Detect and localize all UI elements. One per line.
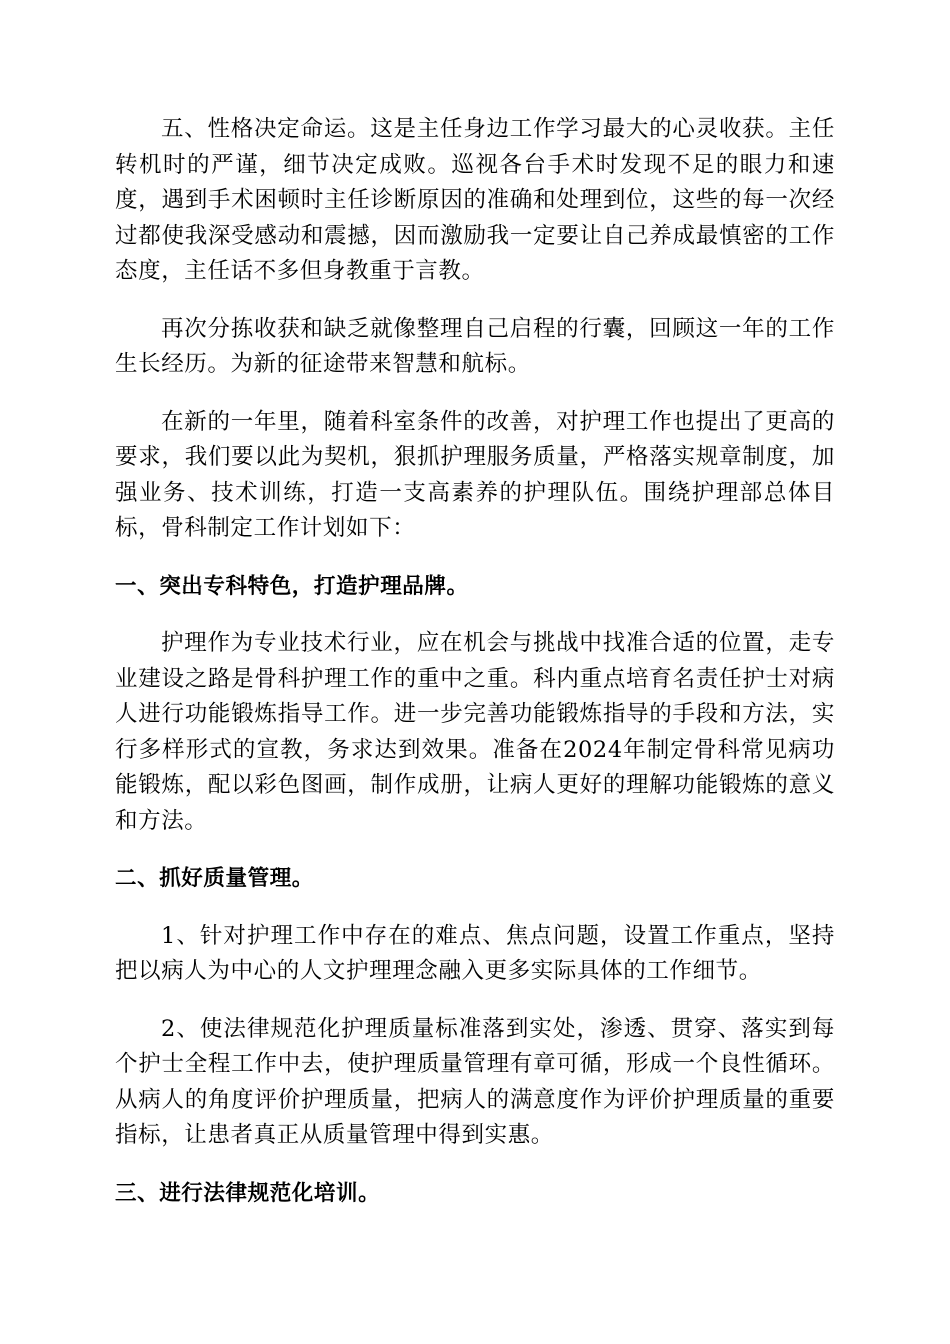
paragraph-specialty: 护理作为专业技术行业，应在机会与挑战中找准合适的位置，走专业建设之路是骨科护理工作的重中之重。科内重点培育名责任护士对病人进行功能锻炼指导工作。进一步完善功能锻炼指导的手段和方法，实行多样形式的宣教，务求达到效果。准备在2024年制定骨科常见病功能锻炼，配以彩色图画，制作成册，让病人更好的理解功能锻炼的意义和方法。 (115, 630, 835, 834)
document-page (115, 112, 835, 1233)
paragraph-personality: 五、性格决定命运。这是主任身边工作学习最大的心灵收获。主任转机时的严谨，细节决定成败。巡视各台手术时发现不足的眼力和速度，遇到手术困顿时主任诊断原因的准确和处理到位，这些的每一次经过都使我深受感动和震撼，因而激励我一定要让自己养成最慎密的工作态度，主任话不多但身教重于言教。 (115, 116, 835, 284)
heading-specialty: 一、突出专科特色，打造护理品牌。 (115, 573, 469, 599)
paragraph-quality-1: 1、针对护理工作中存在的难点、焦点问题，设置工作重点，坚持把以病人为中心的人文护理理念融入更多实际具体的工作细节。 (115, 922, 835, 984)
paragraph-quality-2: 2、使法律规范化护理质量标准落到实处，渗透、贯穿、落实到每个护士全程工作中去，使护理质量管理有章可循，形成一个良性循环。从病人的角度评价护理质量，把病人的满意度作为评价护理质量的重要指标，让患者真正从质量管理中得到实惠。 (115, 1015, 835, 1148)
paragraph-review: 再次分拣收获和缺乏就像整理自己启程的行囊，回顾这一年的工作生长经历。为新的征途带来智慧和航标。 (115, 315, 835, 377)
heading-quality: 二、抓好质量管理。 (115, 866, 314, 891)
heading-legal-training: 三、进行法律规范化培训。 (115, 1180, 381, 1206)
paragraph-new-year-plan: 在新的一年里，随着科室条件的改善，对护理工作也提出了更高的要求，我们要以此为契机，狠抓护理服务质量，严格落实规章制度，加强业务、技术训练，打造一支高素养的护理队伍。围绕护理部总体目标，骨科制定工作计划如下： (115, 408, 835, 541)
